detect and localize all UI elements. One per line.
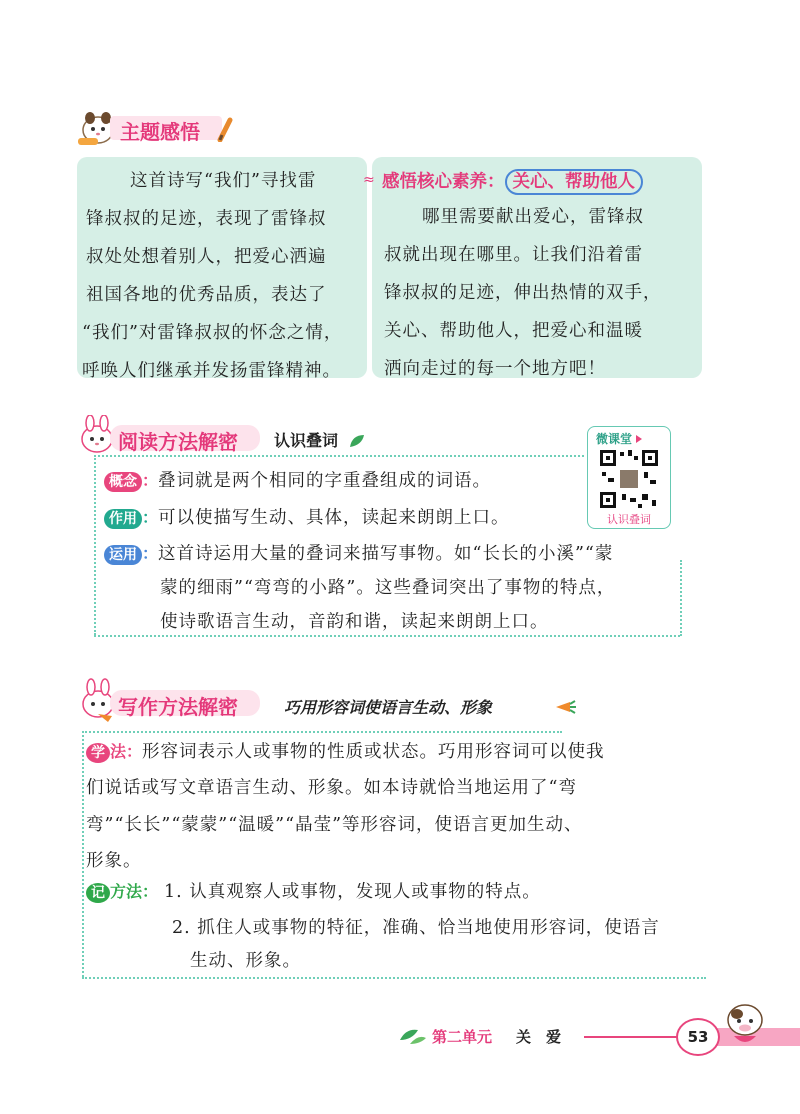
writing-border-bottom [82,977,706,979]
usage-text: 这首诗运用大量的叠词来描写事物。如“长长的小溪”“蒙 [158,544,614,564]
pencil-icon [216,116,234,142]
qr-caption: 认识叠词 [607,513,651,526]
learn-label: 法： [110,742,143,761]
footer-unit: 第二单元 [432,1028,493,1046]
leaf-icon [348,433,366,449]
method-item-2: 2. 抓住人或事物的特征，准确、恰当地使用形容词，使语言 [172,918,660,938]
theme-left-line: 锋叔叔的足迹，表现了雷锋叔 [86,209,327,229]
reading-border-bottom [94,635,680,637]
writing-title: 写作方法解密 [118,695,238,719]
qr-code-icon [598,448,660,510]
effect-tag: 作用 [104,509,142,529]
learn-text-cont: 们说话或写文章语言生动、形象。如本诗就恰当地运用了“弯 [86,778,577,798]
reading-border-left [94,455,96,635]
reading-item-concept: 概念 ：叠词就是两个相同的字重叠组成的词语。 [104,467,491,492]
writing-header [78,678,598,724]
reading-header [78,413,378,457]
page-number: 53 [676,1018,720,1056]
concept-tag: 概念 [104,472,142,492]
leaves-icon [398,1026,428,1046]
theme-left-line: 呼唤人们继承并发扬雷锋精神。 [82,361,341,381]
usage-tag: 运用 [104,545,142,565]
learn-text-cont: 形象。 [86,851,142,871]
method-block [86,878,541,903]
method-item-2-cont: 生动、形象。 [190,951,301,971]
reading-border-top [94,455,584,457]
theme-left-line: “我们”对雷锋叔叔的怀念之情， [82,323,343,343]
concept-text: 叠词就是两个相同的字重叠组成的词语。 [158,471,492,491]
core-literacy-value: 关心、帮助他人 [505,169,644,195]
learn-tag: 学 [86,743,110,763]
theme-left-line: 这首诗写“我们”寻找雷 [130,171,317,191]
footer-bar [398,1022,800,1052]
theme-left-line: 叔处处想着别人，把爱心洒遍 [86,247,327,267]
core-literacy-heading [382,168,700,198]
cow-mascot-icon [720,996,770,1050]
theme-header [76,104,246,148]
theme-left-text [82,162,366,390]
method-label: 方法： [110,882,159,901]
method-item-1: 1. 认真观察人或事物，发现人或事物的特点。 [164,882,541,902]
theme-right-line: 关心、帮助他人，把爱心和温暖 [384,321,643,341]
writing-border-top [82,731,562,733]
method-tag: 记 [86,883,110,903]
writing-subtitle: 巧用形容词使语言生动、形象 [284,698,493,717]
theme-right-line: 叔就出现在哪里。让我们沿着雷 [384,245,643,265]
usage-text-cont: 蒙的细雨”“弯弯的小路”。这些叠词突出了事物的特点， [160,578,616,598]
box-connector: ≈ [363,172,375,188]
learn-method [86,738,605,763]
reading-subtitle: 认识叠词 [274,431,339,450]
reading-item-effect: 作用 ：可以使描写生动、具体，读起来朗朗上口。 [104,504,510,529]
theme-left-line: 祖国各地的优秀品质，表达了 [86,285,327,305]
theme-right-text [384,198,699,388]
reading-border-right [680,560,682,636]
qr-label: 微课堂 [596,430,642,447]
theme-right-line: 锋叔叔的足迹，伸出热情的双手， [384,283,662,303]
theme-title: 主题感悟 [120,120,200,144]
play-icon [636,435,642,443]
reading-item-usage: 运用 ：这首诗运用大量的叠词来描写事物。如“长长的小溪”“蒙 [104,540,613,565]
effect-text: 可以使描写生动、具体，读起来朗朗上口。 [158,508,510,528]
learn-text-cont: 弯”“长长”“蒙蒙”“温暖”“晶莹”等形容词，使语言更加生动、 [86,815,583,835]
qr-card[interactable] [587,426,671,529]
writing-border-left [82,731,84,977]
reading-title: 阅读方法解密 [118,430,238,454]
carrot-icon [554,700,576,714]
core-literacy-label: 感悟核心素养： [382,172,505,192]
theme-right-line: 洒向走过的每一个地方吧！ [384,359,606,379]
footer-topic: 关 爱 [516,1028,562,1046]
theme-right-line: 哪里需要献出爱心，雷锋叔 [422,207,644,227]
learn-text: 形容词表示人或事物的性质或状态。巧用形容词可以使我 [142,742,605,762]
usage-text-cont: 使诗歌语言生动，音韵和谐，读起来朗朗上口。 [160,612,549,632]
